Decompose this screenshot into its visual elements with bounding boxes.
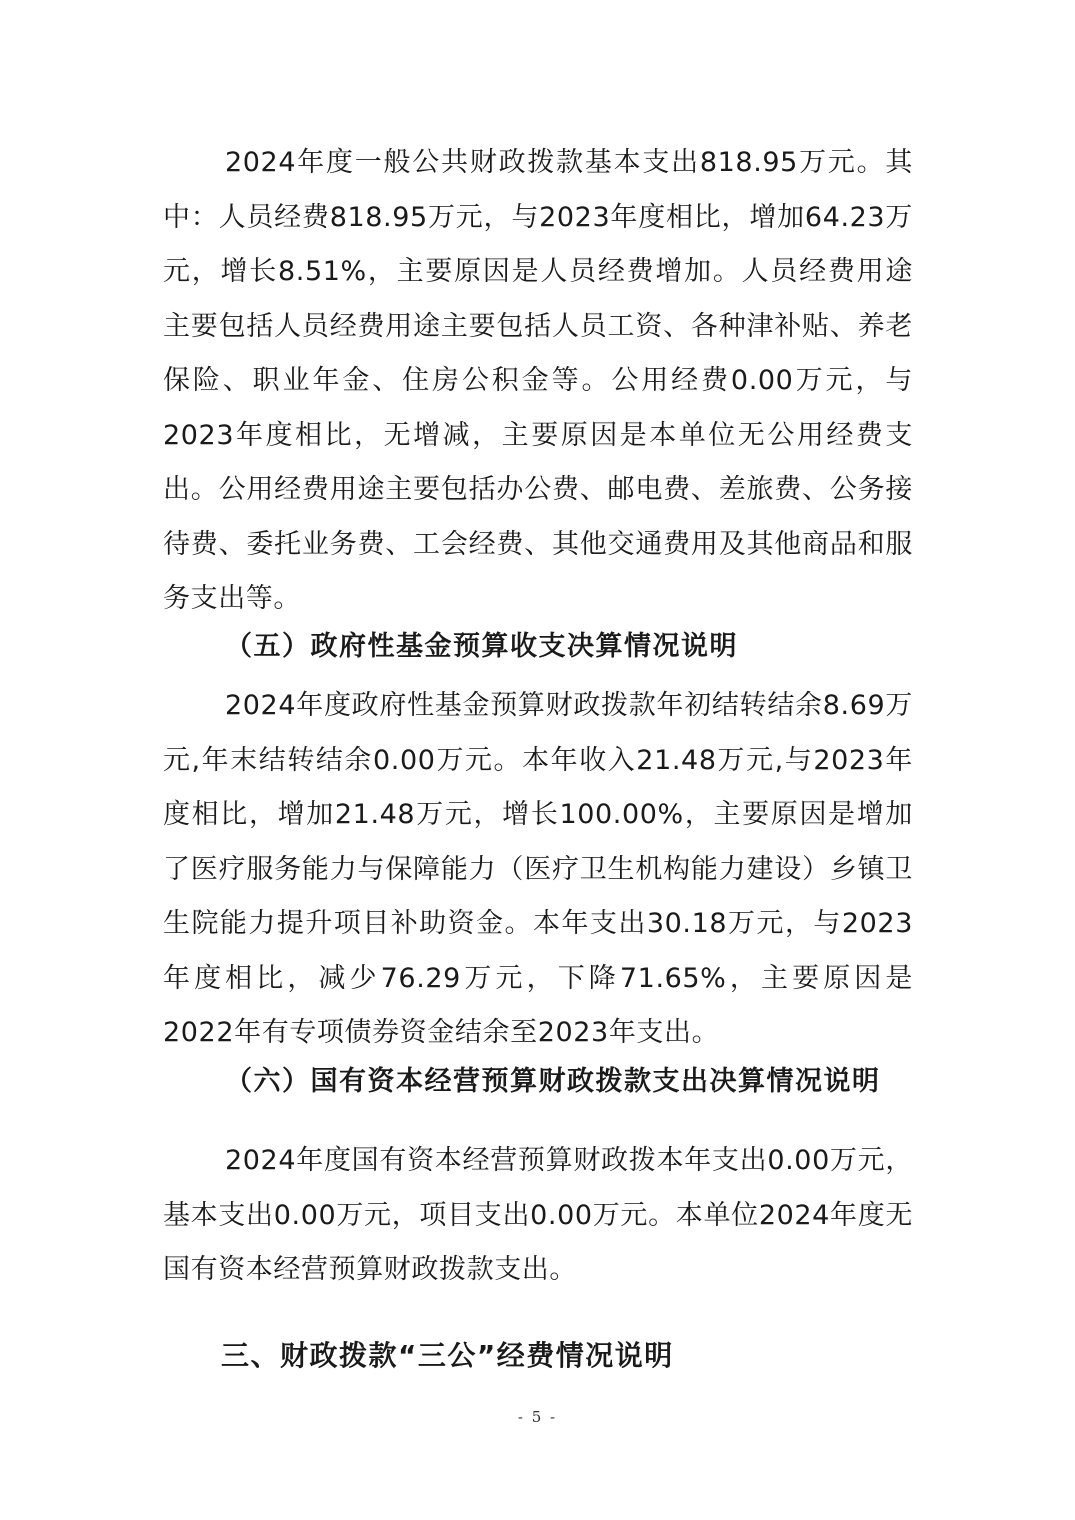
page-number: - 5 -	[517, 1408, 558, 1426]
section-body-text	[163, 136, 913, 627]
paragraph-basic-expenditure: 2024年度一般公共财政拨款基本支出818.95万元。其中：人员经费818.95万元，与2023年度相比，增加64.23万元，增长8.51%，主要原因是人员经费增加。人员经费用途主要包括人员经费用途主要包括人员工资、各种津补贴、养老保险、职业年金、住房公积金等。公用经费0.00万元，与2023年度相比，无增减，主要原因是本单位无公用经费支出。公用经费用途主要包括办公费、邮电费、差旅费、公务接待费、委托业务费、工会经费、其他交通费用及其他商品和服务支出等。	[163, 147, 913, 614]
section-government-fund-text	[163, 679, 913, 1061]
paragraph-state-capital: 2024年度国有资本经营预算财政拨本年支出0.00万元，基本支出0.00万元，项目支出0.00万元。本单位2024年度无国有资本经营预算财政拨款支出。	[163, 1145, 913, 1285]
section-state-capital-text	[163, 1134, 913, 1298]
heading-government-fund: （五）政府性基金预算收支决算情况说明	[225, 631, 738, 662]
section-heading-5-wrapper	[163, 627, 913, 667]
section-heading-6-wrapper	[163, 1062, 913, 1102]
heading-state-capital: （六）国有资本经营预算财政拨款支出决算情况说明	[225, 1066, 881, 1097]
heading-three-public-expenses: 三、财政拨款“三公”经费情况说明	[221, 1339, 674, 1372]
paragraph-government-fund: 2024年度政府性基金预算财政拨款年初结转结余8.69万元,年末结转结余0.00万元。本年收入21.48万元,与2023年度相比，增加21.48万元，增长100.00%，主要原因是增加了医疗服务能力与保障能力（医疗卫生机构能力建设）乡镇卫生院能力提升项目补助资金。本年支出30.18万元，与2023年度相比，减少76.29万元，下降71.65%，主要原因是2022年有专项债券资金结余至2023年支出。	[163, 690, 913, 1048]
section-heading-3-wrapper	[221, 1336, 971, 1376]
